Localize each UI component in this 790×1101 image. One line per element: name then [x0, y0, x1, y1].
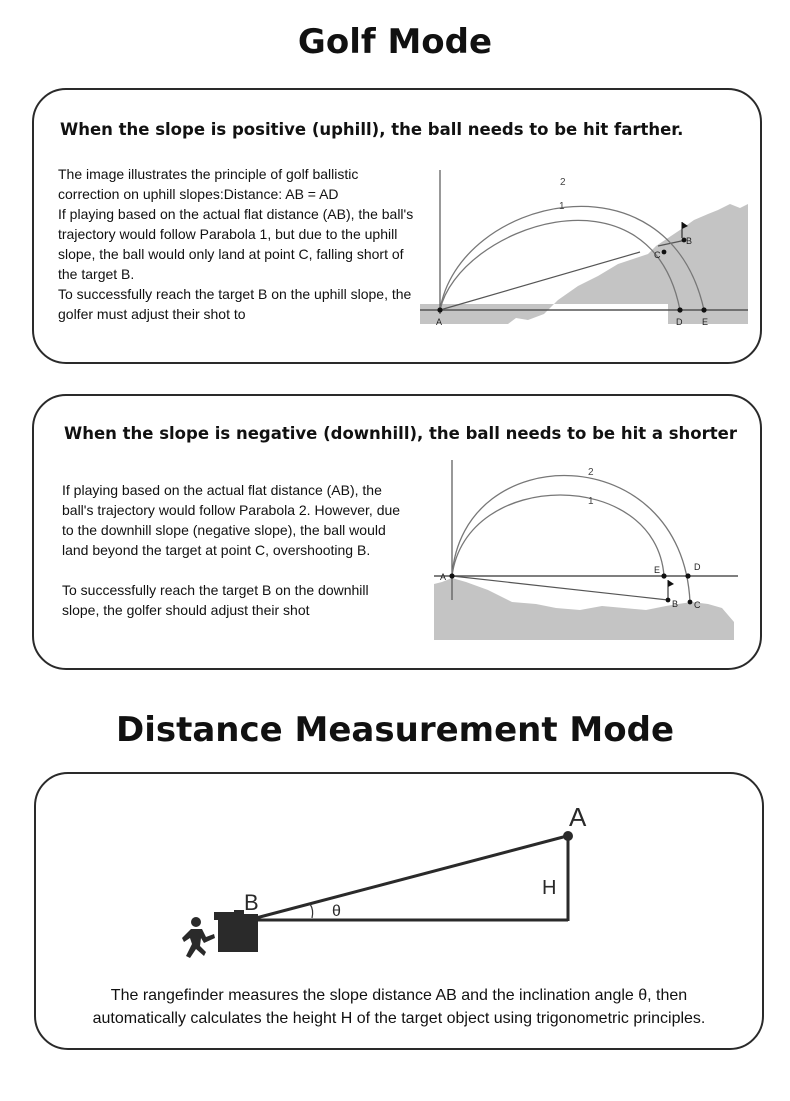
arc-label-2: 2	[588, 467, 594, 478]
label-a: A	[436, 317, 443, 327]
slope-line-ab	[256, 836, 567, 918]
text-line: slope, the ball would only land at point C, falling short of	[58, 246, 404, 262]
caption-line: automatically calculates the height H of the target object using trigonometric principles.	[92, 1010, 706, 1027]
text-line: land beyond the target at point C, overshooting B.	[62, 542, 371, 558]
person-icon	[182, 917, 215, 958]
label-d: D	[676, 317, 683, 327]
distance-mode-title: Distance Measurement Mode	[115, 710, 675, 750]
golf-mode-title: Golf Mode	[297, 22, 493, 62]
label-b: B	[672, 599, 679, 609]
label-b: B	[686, 236, 693, 246]
distance-card	[34, 772, 764, 1050]
arc-label-1: 1	[588, 496, 594, 507]
text-line: the target B.	[58, 266, 135, 282]
text-line: correction on uphill slopes:Distance: AB = AD	[58, 186, 339, 202]
label-a: A	[440, 572, 447, 582]
point-c	[662, 250, 667, 255]
text-line: The image illustrates the principle of golf ballistic	[58, 166, 359, 182]
downhill-parabola-2	[452, 476, 690, 602]
text-line: golfer must adjust their shot to	[58, 306, 246, 322]
uphill-diagram	[418, 168, 750, 338]
point-b	[666, 598, 671, 603]
point-c	[688, 600, 693, 605]
text-line: To successfully reach the target B on the downhill	[62, 582, 369, 598]
text-line: If playing based on the actual flat distance (AB), the ball's	[58, 206, 414, 222]
text-line: trajectory would follow Parabola 1, but due to the uphill	[58, 226, 398, 242]
downhill-description	[62, 480, 422, 620]
point-d	[685, 573, 690, 578]
arc-label-2: 2	[560, 177, 566, 188]
label-b: B	[244, 890, 259, 915]
text-line: To successfully reach the target B on the uphill slope, the	[58, 286, 412, 302]
text-line: to the downhill slope (negative slope), the ball would	[62, 522, 386, 538]
distance-diagram	[176, 792, 616, 972]
label-e: E	[702, 317, 709, 327]
downhill-diagram	[432, 458, 742, 642]
label-c: C	[694, 600, 701, 610]
label-h: H	[542, 877, 557, 899]
point-e	[661, 573, 666, 578]
text-line: If playing based on the actual flat distance (AB), the	[62, 482, 382, 498]
point-a	[437, 307, 442, 312]
label-a: A	[569, 802, 587, 832]
angle-arc	[310, 904, 313, 918]
text-line: ball's trajectory would follow Parabola 2. However, due	[62, 502, 401, 518]
point-d	[677, 307, 682, 312]
label-e: E	[654, 565, 661, 575]
downhill-heading: When the slope is negative (downhill), the ball needs to be hit a shorter	[64, 424, 737, 443]
flag-icon	[668, 580, 674, 598]
point-a	[563, 831, 573, 841]
text-line: slope, the golfer should adjust their shot	[62, 602, 310, 618]
downhill-card	[32, 394, 762, 670]
uphill-card	[32, 88, 762, 364]
point-a	[449, 573, 454, 578]
uphill-description	[58, 164, 428, 324]
label-d: D	[694, 562, 701, 572]
label-c: C	[654, 250, 661, 260]
label-theta: θ	[332, 903, 341, 920]
point-e	[701, 307, 706, 312]
distance-caption	[36, 984, 762, 1030]
uphill-heading: When the slope is positive (uphill), the ball needs to be hit farther.	[60, 120, 684, 139]
arc-label-1: 1	[559, 201, 565, 212]
caption-line: The rangefinder measures the slope distance AB and the inclination angle θ, then	[110, 987, 688, 1004]
rangefinder-icon	[214, 910, 258, 952]
downhill-parabola-1	[452, 495, 664, 576]
